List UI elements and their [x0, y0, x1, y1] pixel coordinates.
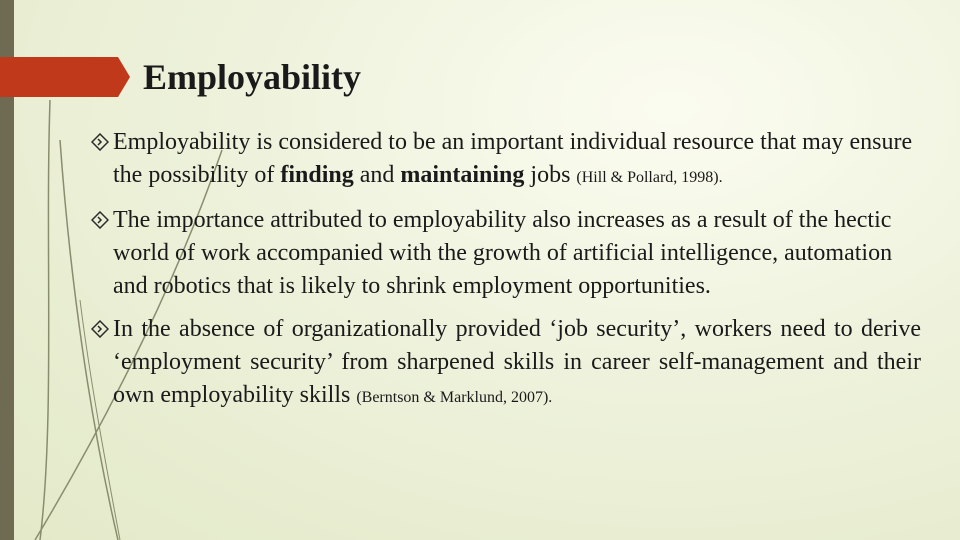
bullet-item — [91, 126, 921, 194]
bullet-bold-text: finding — [280, 162, 354, 188]
bullet-list — [91, 126, 921, 414]
bullet-item — [91, 204, 921, 303]
citation: (Berntson & Marklund, 2007). — [356, 389, 553, 406]
bullet-text: and — [353, 162, 401, 188]
citation: (Hill & Pollard, 1998). — [576, 169, 723, 186]
slide-title: Employability — [143, 57, 362, 97]
diamond-outline-icon — [91, 211, 109, 229]
diamond-outline-icon — [91, 320, 109, 338]
bullet-text: The importance attributed to employability also increases as a result of the hectic world of work accompanied with the growth of artificial intelligence, automation and robotics that is likely to shrink employment opportunities. — [113, 207, 893, 299]
diamond-outline-icon — [91, 133, 109, 151]
bullet-text: jobs — [524, 162, 577, 188]
bullet-text: Employability is considered to be an important individual resource that may ensure the possibility of — [113, 129, 913, 188]
bullet-text: In the absence of organizationally provided ‘job security’, workers need to derive ‘employment security’ from sharpened skills in career self-management and their own employability skills — [113, 316, 921, 408]
bullet-item — [91, 313, 921, 414]
bullet-bold-text: maintaining — [400, 162, 525, 188]
title-banner-arrow — [0, 57, 130, 97]
